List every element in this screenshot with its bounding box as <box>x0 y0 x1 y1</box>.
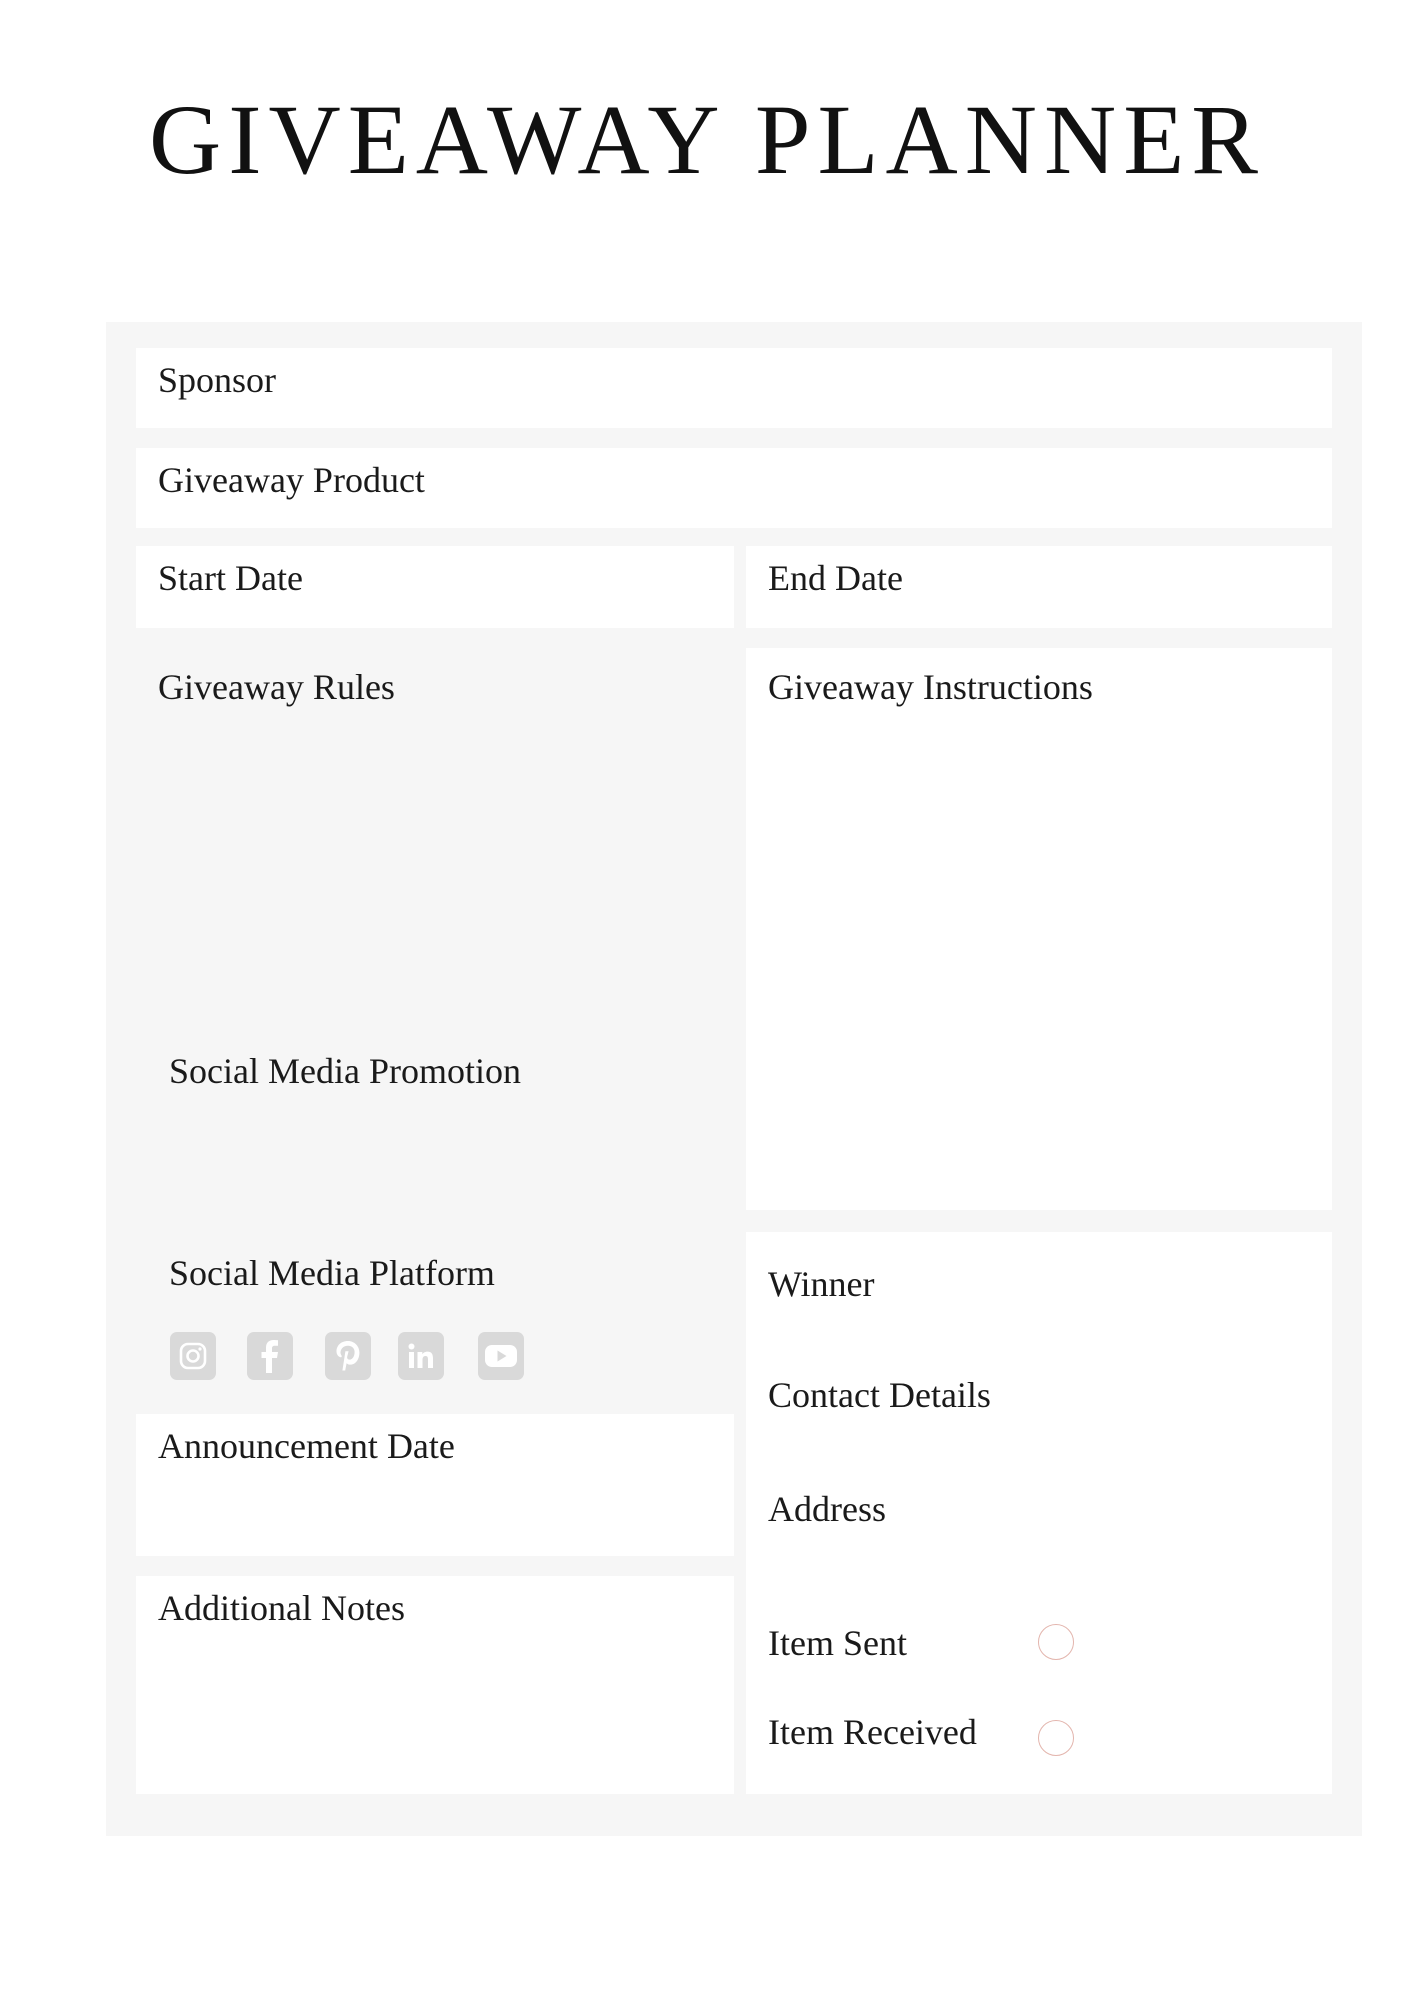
social-media-platform-label: Social Media Platform <box>169 1253 495 1293</box>
linkedin-icon[interactable] <box>398 1332 444 1380</box>
announcement-date-label: Announcement Date <box>158 1426 455 1466</box>
giveaway-instructions-field[interactable] <box>746 648 1332 1210</box>
giveaway-product-label: Giveaway Product <box>158 460 425 500</box>
item-received-checkbox[interactable] <box>1038 1720 1074 1756</box>
end-date-label: End Date <box>768 558 903 598</box>
youtube-icon[interactable] <box>478 1332 524 1380</box>
instagram-icon[interactable] <box>170 1332 216 1380</box>
sponsor-field[interactable] <box>136 348 1332 428</box>
giveaway-rules-label: Giveaway Rules <box>158 667 395 707</box>
giveaway-instructions-label: Giveaway Instructions <box>768 667 1093 707</box>
item-sent-label: Item Sent <box>768 1623 907 1663</box>
address-label: Address <box>768 1489 886 1529</box>
item-received-label: Item Received <box>768 1712 977 1752</box>
page-title: GIVEAWAY PLANNER <box>148 84 1265 195</box>
pinterest-icon[interactable] <box>325 1332 371 1380</box>
social-media-promotion-label: Social Media Promotion <box>169 1051 521 1091</box>
winner-label: Winner <box>768 1264 875 1304</box>
sponsor-label: Sponsor <box>158 360 277 400</box>
social-icons-row <box>170 1332 590 1380</box>
facebook-icon[interactable] <box>247 1332 293 1380</box>
start-date-label: Start Date <box>158 558 303 598</box>
additional-notes-label: Additional Notes <box>158 1588 405 1628</box>
item-sent-checkbox[interactable] <box>1038 1624 1074 1660</box>
contact-details-label: Contact Details <box>768 1375 991 1415</box>
